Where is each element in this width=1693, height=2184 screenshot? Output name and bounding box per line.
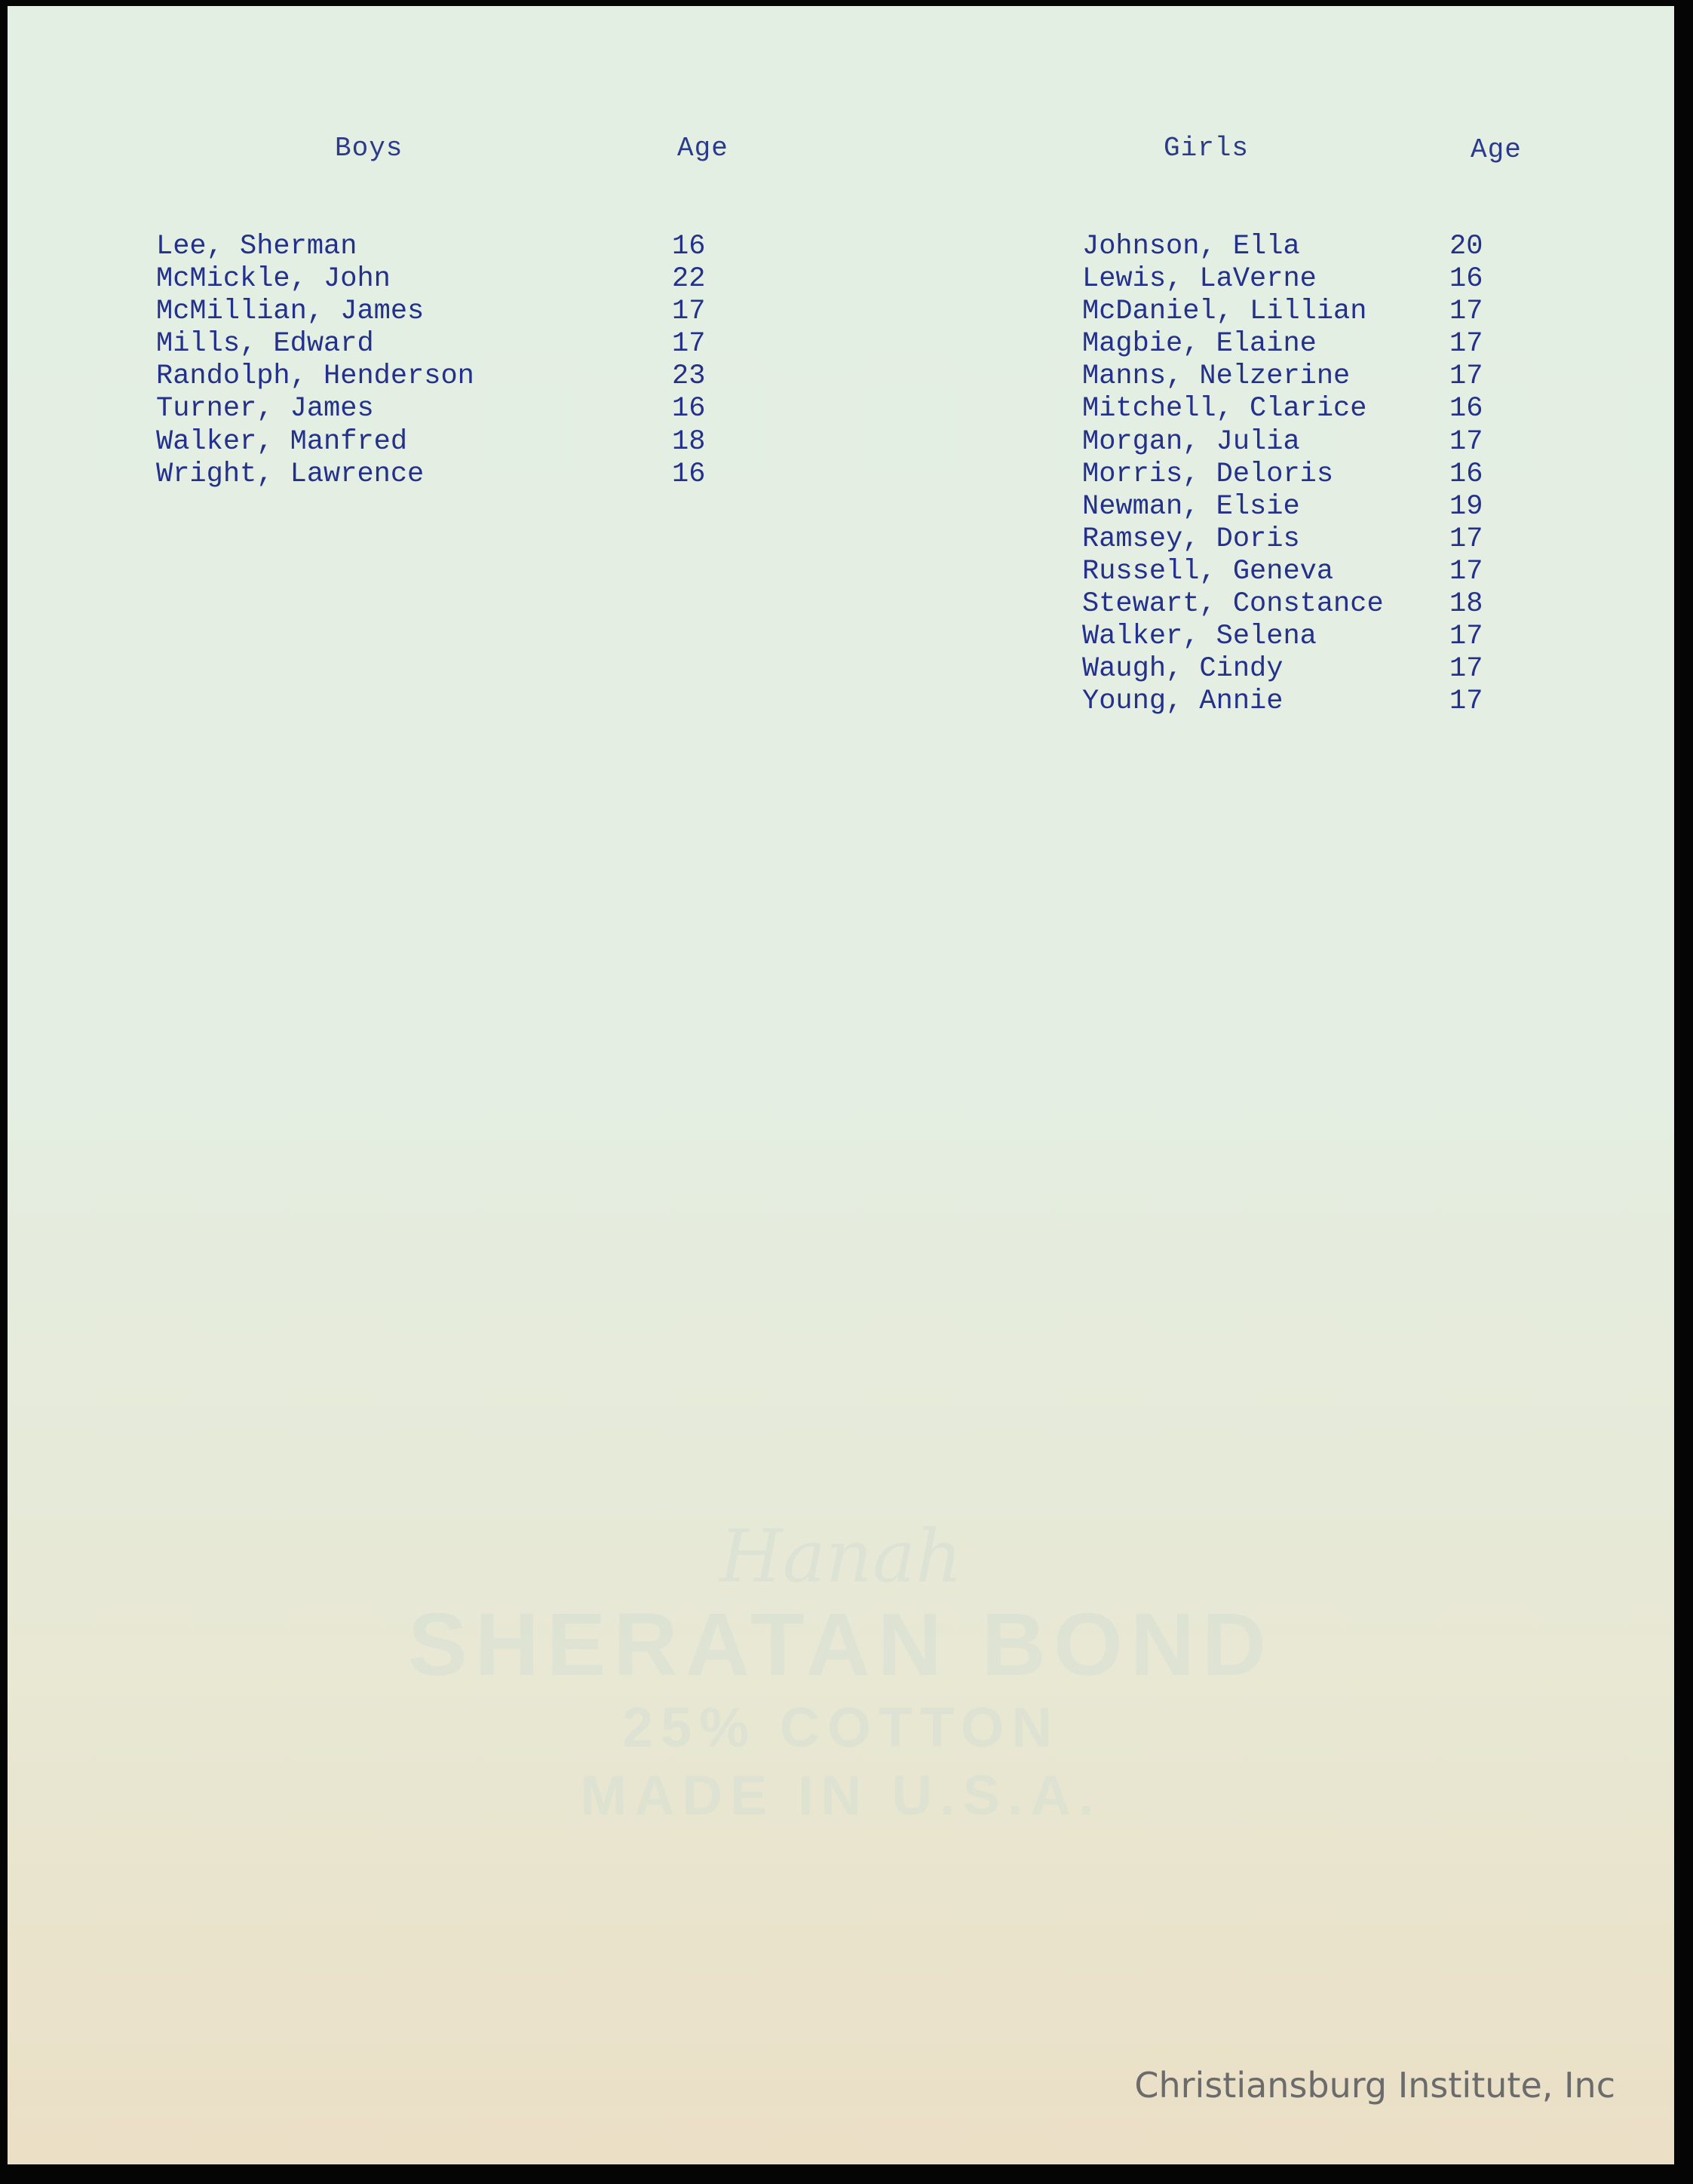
student-age: 23 <box>672 360 706 393</box>
student-age: 18 <box>672 425 706 458</box>
student-age: 17 <box>1449 555 1483 587</box>
student-age: 16 <box>672 458 706 490</box>
student-age: 17 <box>1449 523 1483 555</box>
student-name: McDaniel, Lillian <box>1082 296 1367 328</box>
student-name: Randolph, Henderson <box>156 360 474 393</box>
student-age: 17 <box>1449 296 1483 328</box>
student-name: Ramsey, Doris <box>1082 523 1300 555</box>
boys-header: Boys <box>335 133 403 164</box>
student-name: McMickle, John <box>156 263 391 296</box>
student-name: Waugh, Cindy <box>1082 653 1284 686</box>
girls-header: Girls <box>1164 133 1250 164</box>
student-age: 17 <box>1449 653 1483 686</box>
student-age: 18 <box>1449 588 1483 621</box>
girls-age-header: Age <box>1471 134 1522 165</box>
student-name: Young, Annie <box>1082 686 1284 718</box>
student-name: Russell, Geneva <box>1082 555 1334 587</box>
student-name: Newman, Elsie <box>1082 490 1300 523</box>
student-age: 16 <box>672 231 706 262</box>
document-page <box>8 6 1674 2164</box>
student-name: Morris, Deloris <box>1082 458 1334 490</box>
archive-credit: Christiansburg Institute, Inc <box>1134 2065 1615 2106</box>
boys-age-header: Age <box>677 133 728 164</box>
student-age: 19 <box>1449 490 1483 523</box>
student-age: 22 <box>672 263 706 296</box>
student-name: Lee, Sherman <box>156 231 357 262</box>
student-age: 16 <box>1449 393 1483 425</box>
student-age: 17 <box>1449 360 1483 393</box>
student-age: 17 <box>1449 328 1483 360</box>
student-age: 17 <box>1449 621 1483 653</box>
student-name: Morgan, Julia <box>1082 425 1300 458</box>
student-name: Mitchell, Clarice <box>1082 393 1367 425</box>
student-name: Stewart, Constance <box>1082 588 1384 621</box>
student-name: Walker, Selena <box>1082 621 1317 653</box>
watermark-line-2: 25% COTTON <box>622 1696 1060 1759</box>
watermark-script: Hanah <box>719 1514 962 1599</box>
student-name: Mills, Edward <box>156 328 374 360</box>
student-name: Magbie, Elaine <box>1082 328 1317 360</box>
student-name: Manns, Nelzerine <box>1082 360 1351 393</box>
student-name: Turner, James <box>156 393 374 425</box>
student-age: 17 <box>1449 425 1483 458</box>
student-name: Walker, Manfred <box>156 425 408 458</box>
student-age: 17 <box>672 296 706 328</box>
student-name: Johnson, Ella <box>1082 231 1300 262</box>
student-name: Wright, Lawrence <box>156 458 425 490</box>
student-age: 16 <box>1449 458 1483 490</box>
student-age: 16 <box>672 393 706 425</box>
student-age: 20 <box>1449 231 1483 262</box>
student-age: 16 <box>1449 263 1483 296</box>
student-name: Lewis, LaVerne <box>1082 263 1317 296</box>
student-name: McMillian, James <box>156 296 425 328</box>
student-age: 17 <box>1449 686 1483 718</box>
watermark-line-3: MADE IN U.S.A. <box>580 1764 1102 1827</box>
watermark-line-1: SHERATAN BOND <box>407 1595 1274 1695</box>
student-age: 17 <box>672 328 706 360</box>
